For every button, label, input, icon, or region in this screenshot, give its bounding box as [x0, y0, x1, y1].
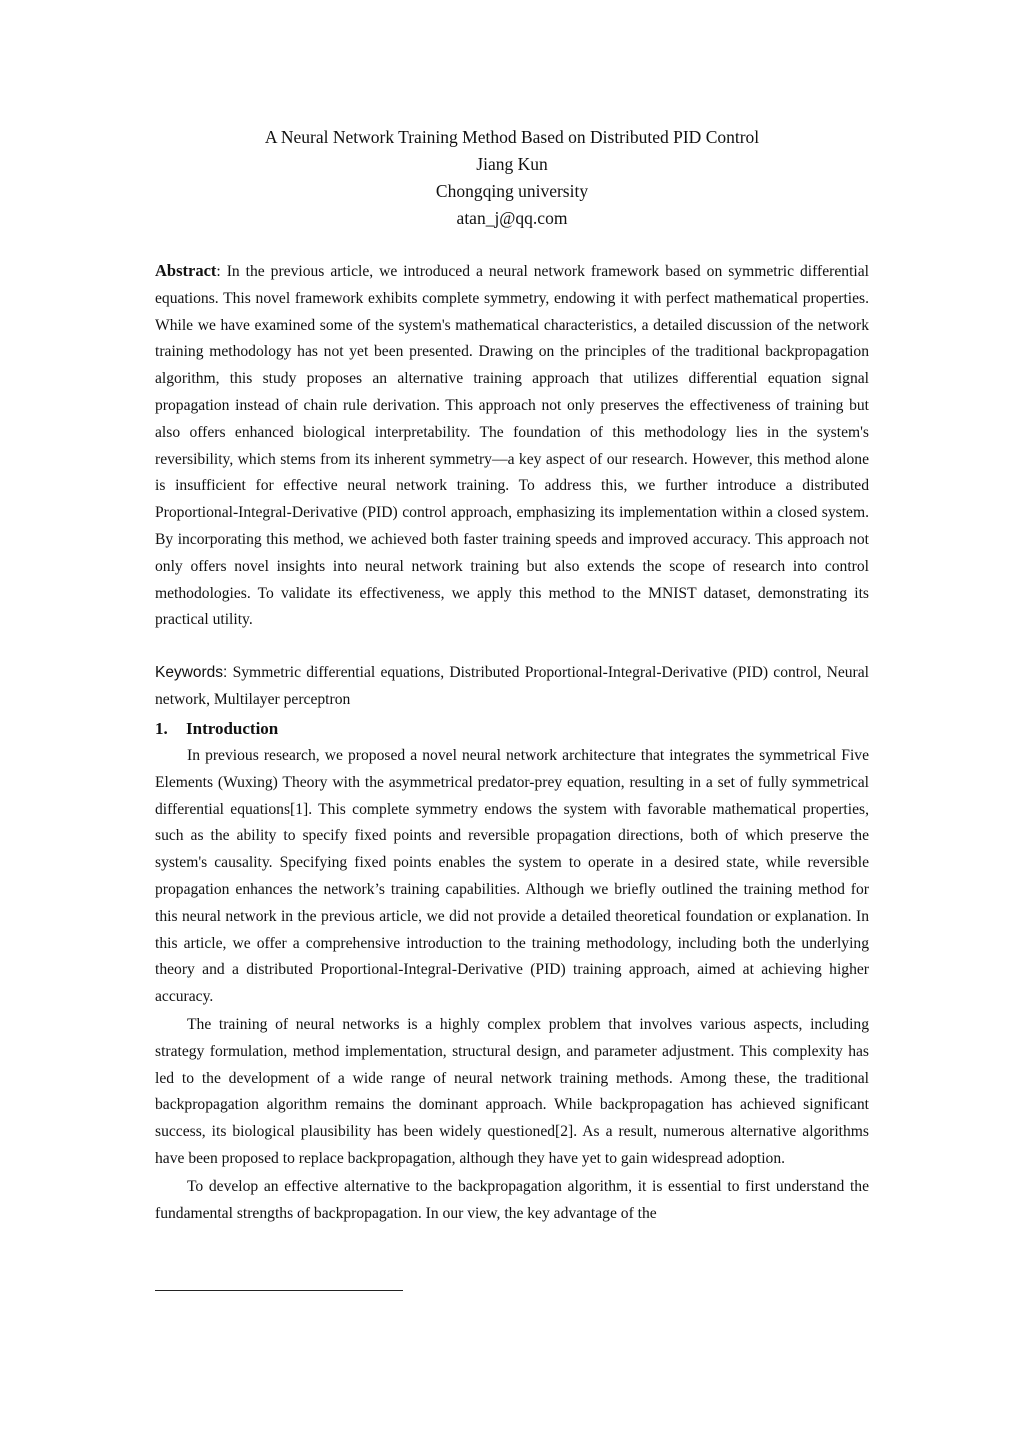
paper-title: A Neural Network Training Method Based on Distributed PID Control — [264, 127, 760, 147]
abstract-text: : In the previous article, we introduced a neural network framework based on symmetric differential equations. This novel framework exhibits complete symmetry, endowing it with perfect mathematical properties. While we have examined some of the system's mathematical characteristics, a detailed discussion of the network training methodology has not yet been presented. Drawing on the principles of the traditional backpropagation algorithm, this study proposes an alternative training approach that utilizes differential equation signal propagation instead of chain rule derivation. This approach not only preserves the effectiveness of training but also offers enhanced biological interpretability. The foundation of this methodology lies in the system's reversibility, which stems from its inherent symmetry—a key aspect of our research. However, this method alone is insufficient for effective neural network training. To address this, we further introduce a distributed Proportional-Integral-Derivative (PID) control approach, emphasizing its implementation within a closed system. By incorporating this method, we achieved both faster training speeds and improved accuracy. This approach not only offers novel insights into neural network training but also extends the scope of research into control methodologies. To validate its effectiveness, we apply this method to the MNIST dataset, demonstrating its practical utility. — [155, 263, 869, 629]
author-affiliation: Chongqing university — [435, 181, 589, 201]
title-block — [0, 124, 1024, 232]
abstract-label: Abstract — [155, 261, 217, 280]
abstract-paragraph — [155, 258, 869, 634]
author-name: Jiang Kun — [476, 154, 548, 174]
section-title: Introduction — [186, 719, 279, 738]
keywords-section — [155, 660, 869, 714]
section-number: 1. — [155, 719, 168, 738]
footnote-divider — [155, 1290, 403, 1291]
intro-paragraph-3: To develop an effective alternative to the backpropagation algorithm, it is essential to first understand the fundamental strengths of backpropagation. In our view, the key advantage of the — [155, 1177, 869, 1222]
keywords-paragraph — [155, 660, 869, 714]
keywords-label: Keywords: — [155, 664, 228, 681]
intro-paragraph-2: The training of neural networks is a highly complex problem that involves various aspects, including strategy formulation, method implementation, structural design, and parameter adjustment. This complexity has led to the development of a wide range of neural network training methods. Among these, the traditional backpropagation algorithm remains the dominant approach. While backpropagation has achieved significant success, its biological plausibility has been widely questioned[2]. As a result, numerous alternative algorithms have been proposed to replace backpropagation, although they have yet to gain widespread adoption. — [155, 1015, 869, 1167]
author-email: atan_j@qq.com — [456, 208, 568, 228]
keywords-text: Symmetric differential equations, Distributed Proportional-Integral-Derivative (PID) control, Neural network, Multilayer perceptron — [155, 664, 869, 708]
section-heading-introduction — [155, 716, 278, 742]
abstract-section — [155, 258, 869, 634]
intro-paragraph-1: In previous research, we proposed a novel neural network architecture that integrates the symmetrical Five Elements (Wuxing) Theory with the asymmetrical predator-prey equation, resulting in a set of fully symmetrical differential equations[1]. This complete symmetry endows the system with favorable mathematical properties, such as the ability to specify fixed points and reversible propagation directions, both of which preserve the system's causality. Specifying fixed points enables the system to operate in a desired state, while reversible propagation enhances the network’s training capabilities. Although we briefly outlined the training method for this neural network in the previous article, we did not provide a detailed theoretical foundation or explanation. In this article, we offer a comprehensive introduction to the training methodology, including both the underlying theory and a distributed Proportional-Integral-Derivative (PID) training approach, aimed at achieving higher accuracy. — [155, 747, 869, 1006]
introduction-body — [155, 743, 869, 1228]
